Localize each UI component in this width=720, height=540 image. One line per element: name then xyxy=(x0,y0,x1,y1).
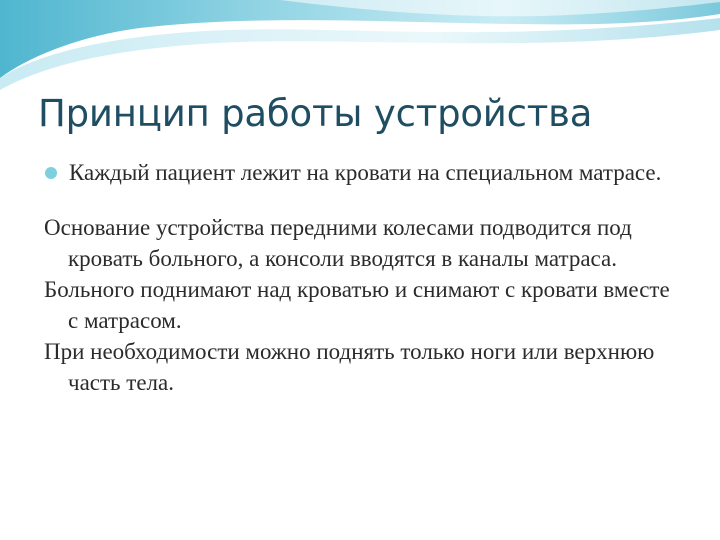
bullet-dot-icon xyxy=(45,167,57,179)
paragraph-lift: Больного поднимают над кроватью и снимают с кровати вместе с матрасом. xyxy=(44,277,670,333)
paragraph-partial-lift: При необходимости можно поднять только ноги или верхнюю часть тела. xyxy=(44,339,655,395)
header-wave-decoration xyxy=(0,0,720,90)
slide-body xyxy=(44,157,684,398)
bullet-item xyxy=(44,157,684,188)
spacer xyxy=(44,188,684,212)
paragraph-base: Основание устройства передними колесами подводится под кровать больного, а консоли вводятся в каналы матраса. xyxy=(44,215,632,271)
bullet-text: Каждый пациент лежит на кровати на специальном матрасе. xyxy=(69,160,662,185)
page-title: Принцип работы устройства xyxy=(38,92,593,135)
